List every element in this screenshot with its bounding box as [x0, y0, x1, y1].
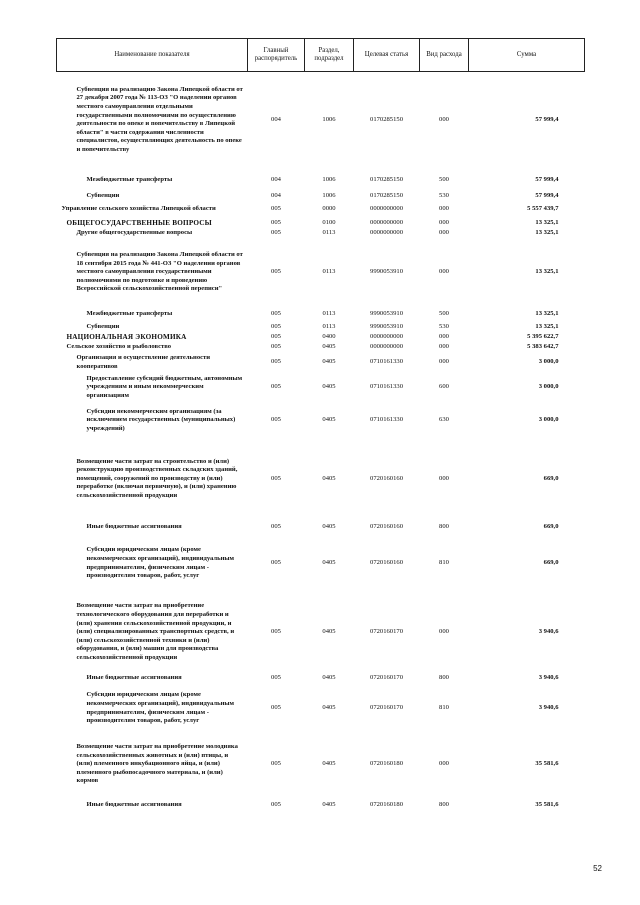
row-expense: 800: [439, 801, 449, 809]
row-section: 0405: [322, 559, 336, 567]
row-section: 0405: [322, 358, 336, 366]
row-expense: 000: [439, 474, 449, 482]
row-expense: 530: [439, 323, 449, 331]
row-expense: 000: [439, 229, 449, 237]
row-name: Организация и осуществление деятельности кооперативов: [76, 353, 211, 370]
row-grbs: 005: [271, 310, 281, 318]
row-sum: 57 999,4: [535, 191, 559, 199]
row-section: 0405: [322, 760, 336, 768]
row-section: 1006: [322, 115, 336, 123]
row-expense: 000: [439, 333, 449, 341]
row-sum: 13 325,1: [535, 219, 559, 227]
table-row: [57, 403, 585, 439]
row-expense: 800: [439, 523, 449, 531]
row-target: 9990053910: [370, 323, 403, 331]
row-name: Субсидии некоммерческим организациям (за исключением государственных (муниципальных) учреждений): [86, 407, 236, 432]
table-row: [57, 373, 585, 403]
row-grbs: 004: [271, 191, 281, 199]
row-name: Возмещение части затрат на приобретение молодняка сельскохозяйственных животных и (или) птицы, и (или) племенного инкубационного яйца, и (или) племенного рыбопосадочного материала, и (или) кормов: [76, 743, 238, 785]
row-name: Возмещение части затрат на строительство и (или) реконструкцию производственных складских зданий, помещений, сооружений по производству и (или) переработке (включая первичную), и (или) хранению сельскохозяйственной продукции: [76, 457, 238, 499]
row-grbs: 005: [271, 760, 281, 768]
row-target: 0000000000: [370, 333, 403, 341]
table-row: [57, 343, 585, 353]
row-target: 0720160180: [370, 801, 403, 809]
page-number: 52: [593, 864, 602, 873]
table-row: [57, 219, 585, 229]
row-section: 1006: [322, 175, 336, 183]
row-section: 0405: [322, 628, 336, 636]
table-row: [57, 439, 585, 520]
row-target: 9990053910: [370, 268, 403, 276]
row-section: 0113: [322, 323, 336, 331]
row-expense: 500: [439, 175, 449, 183]
row-target: 0720160170: [370, 704, 403, 712]
row-sum: 13 325,1: [535, 229, 559, 237]
row-section: 0405: [322, 523, 336, 531]
row-sum: 3 000,0: [538, 416, 559, 424]
row-sum: 5 557 439,7: [527, 205, 559, 213]
row-expense: 000: [439, 760, 449, 768]
row-name: НАЦИОНАЛЬНАЯ ЭКОНОМИКА: [66, 333, 187, 342]
header-expense: Вид расхода: [420, 39, 469, 72]
row-name: Управление сельского хозяйства Липецкой области: [61, 205, 216, 213]
budget-table: [56, 38, 585, 816]
header-grbs: Главный распорядитель: [248, 39, 305, 72]
row-target: 0710161330: [370, 383, 403, 391]
row-section: 0405: [322, 343, 336, 351]
table-row: [57, 307, 585, 323]
row-target: 0720160170: [370, 628, 403, 636]
header-target: Целевая статья: [354, 39, 420, 72]
row-expense: 000: [439, 219, 449, 227]
row-section: 0113: [322, 268, 336, 276]
row-grbs: 005: [271, 674, 281, 682]
row-target: 0720160170: [370, 674, 403, 682]
row-target: 0720160180: [370, 760, 403, 768]
row-grbs: 005: [271, 801, 281, 809]
row-section: 0000: [322, 205, 336, 213]
table-row: [57, 674, 585, 684]
row-name: Иные бюджетные ассигнования: [86, 674, 182, 682]
row-sum: 669,0: [543, 559, 559, 567]
row-expense: 600: [439, 383, 449, 391]
row-grbs: 005: [271, 268, 281, 276]
row-sum: 57 999,4: [535, 115, 559, 123]
row-sum: 13 325,1: [535, 310, 559, 318]
row-expense: 800: [439, 674, 449, 682]
row-sum: 3 940,6: [538, 628, 559, 636]
row-target: 0710161330: [370, 416, 403, 424]
row-target: 0170285150: [370, 115, 403, 123]
row-name: Сельское хозяйство и рыболовство: [66, 343, 172, 351]
table-row: [57, 333, 585, 343]
row-grbs: 005: [271, 704, 281, 712]
row-grbs: 005: [271, 559, 281, 567]
row-section: 0100: [322, 219, 336, 227]
row-section: 0405: [322, 674, 336, 682]
row-expense: 000: [439, 205, 449, 213]
row-expense: 000: [439, 358, 449, 366]
table-row: [57, 239, 585, 307]
row-expense: 000: [439, 628, 449, 636]
row-section: 1006: [322, 191, 336, 199]
row-sum: 3 940,6: [538, 704, 559, 712]
row-sum: 669,0: [543, 523, 559, 531]
row-target: 0000000000: [370, 219, 403, 227]
row-section: 0113: [322, 229, 336, 237]
row-name: Субвенции: [86, 323, 120, 331]
row-grbs: 005: [271, 358, 281, 366]
row-name: Субвенция на реализацию Закона Липецкой области от 27 декабря 2007 года № 113-ОЗ "О наделении органов местного самоуправления отдельными государственными полномочиями по осуществлению деятельности по опеке и попечительству в Липецкой области" в части содержания численности специалистов, осуществляющих деятельность по опеке и попечительству: [76, 85, 243, 154]
row-sum: 3 000,0: [538, 358, 559, 366]
row-sum: 3 940,6: [538, 674, 559, 682]
row-section: 0405: [322, 416, 336, 424]
table-row: [57, 796, 585, 816]
row-sum: 669,0: [543, 474, 559, 482]
row-name: ОБЩЕГОСУДАРСТВЕННЫЕ ВОПРОСЫ: [66, 219, 212, 228]
row-sum: 35 581,6: [535, 801, 559, 809]
row-name: Межбюджетные трансферты: [86, 310, 173, 318]
row-sum: 3 000,0: [538, 383, 559, 391]
row-sum: 57 999,4: [535, 175, 559, 183]
row-grbs: 005: [271, 323, 281, 331]
row-name: Субвенция на реализацию Закона Липецкой области от 18 сентября 2015 года № 441-ОЗ "О наделении органов местного самоуправления государственными полномочиями по подготовке и проведению Всероссийской сельскохозяйственной переписи": [76, 251, 243, 293]
row-grbs: 004: [271, 115, 281, 123]
row-target: 0720160160: [370, 523, 403, 531]
row-expense: 530: [439, 191, 449, 199]
table-row: [57, 323, 585, 333]
row-name: Субвенции: [86, 191, 120, 199]
row-name: Предоставление субсидий бюджетным, автономным учреждениям и иным некоммерческим организациям: [86, 374, 243, 399]
table-row: [57, 684, 585, 734]
row-target: 0170285150: [370, 175, 403, 183]
row-target: 0000000000: [370, 343, 403, 351]
row-name: Субсидии юридическим лицам (кроме некоммерческих организаций), индивидуальным предпринимателям, физическим лицам - производителям товаров, работ, услуг: [86, 691, 235, 725]
header-name: Наименование показателя: [57, 39, 248, 72]
table-row: [57, 353, 585, 373]
row-expense: 810: [439, 559, 449, 567]
row-expense: 500: [439, 310, 449, 318]
table-row: [57, 734, 585, 796]
row-name: Возмещение части затрат на приобретение технологического оборудования для переработки и (или) хранения сельскохозяйственной продукции, и (или) специализированных транспортных средств, и (или) сельскохозяйственной техники и (или) оборудования, и (или) машин для производства сельскохозяйственной продукции: [76, 602, 235, 661]
table-row: [57, 229, 585, 239]
table-row: [57, 169, 585, 192]
row-grbs: 005: [271, 383, 281, 391]
row-grbs: 005: [271, 229, 281, 237]
row-grbs: 005: [271, 628, 281, 636]
row-section: 0113: [322, 310, 336, 318]
row-section: 0405: [322, 383, 336, 391]
table-row: [57, 536, 585, 592]
row-sum: 13 325,1: [535, 268, 559, 276]
row-name: Субсидии юридическим лицам (кроме некоммерческих организаций), индивидуальным предпринимателям, физическим лицам - производителям товаров, работ, услуг: [86, 546, 235, 580]
header-sum: Сумма: [469, 39, 585, 72]
row-sum: 13 325,1: [535, 323, 559, 331]
row-grbs: 005: [271, 474, 281, 482]
row-grbs: 005: [271, 416, 281, 424]
table-row: [57, 72, 585, 169]
row-grbs: 005: [271, 343, 281, 351]
row-section: 0405: [322, 704, 336, 712]
row-expense: 810: [439, 704, 449, 712]
row-expense: 000: [439, 268, 449, 276]
row-grbs: 004: [271, 175, 281, 183]
row-target: 9990053910: [370, 310, 403, 318]
row-name: Иные бюджетные ассигнования: [86, 801, 182, 809]
table-row: [57, 192, 585, 201]
row-target: 0000000000: [370, 229, 403, 237]
table-row: [57, 592, 585, 674]
row-target: 0710161330: [370, 358, 403, 366]
row-name: Другие общегосударственные вопросы: [76, 229, 193, 237]
row-expense: 000: [439, 343, 449, 351]
row-sum: 5 395 622,7: [527, 333, 559, 341]
row-expense: 630: [439, 416, 449, 424]
row-target: 0720160160: [370, 559, 403, 567]
row-grbs: 005: [271, 219, 281, 227]
header-section: Раздел, подраздел: [305, 39, 354, 72]
row-target: 0720160160: [370, 474, 403, 482]
row-sum: 35 581,6: [535, 760, 559, 768]
row-sum: 5 383 642,7: [527, 343, 559, 351]
table-row: [57, 520, 585, 536]
row-section: 0400: [322, 333, 336, 341]
row-section: 0405: [322, 801, 336, 809]
table-row: [57, 201, 585, 219]
table-header-row: [57, 39, 585, 72]
row-target: 0000000000: [370, 205, 403, 213]
row-name: Межбюджетные трансферты: [86, 175, 173, 183]
row-grbs: 005: [271, 333, 281, 341]
row-grbs: 005: [271, 523, 281, 531]
row-target: 0170285150: [370, 191, 403, 199]
row-grbs: 005: [271, 205, 281, 213]
row-expense: 000: [439, 115, 449, 123]
row-name: Иные бюджетные ассигнования: [86, 523, 182, 531]
row-section: 0405: [322, 474, 336, 482]
